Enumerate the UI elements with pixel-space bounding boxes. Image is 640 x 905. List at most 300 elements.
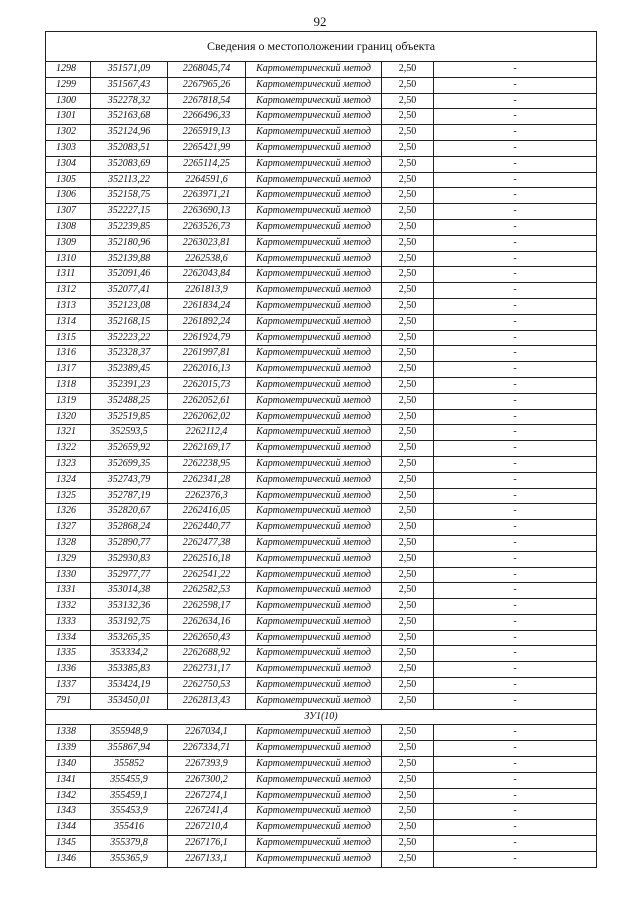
table-row <box>46 93 597 109</box>
description-cell: - <box>434 820 597 836</box>
point-number-cell: 1307 <box>46 204 91 220</box>
method-cell: Картометрический метод <box>246 425 382 441</box>
coordinate-x-cell: 355948,9 <box>91 725 168 741</box>
table-row <box>46 140 597 156</box>
description-cell: - <box>434 140 597 156</box>
table-row <box>46 504 597 520</box>
point-number-cell: 1326 <box>46 504 91 520</box>
description-cell: - <box>434 109 597 125</box>
accuracy-cell: 2,50 <box>382 109 434 125</box>
coordinate-x-cell: 352820,67 <box>91 504 168 520</box>
coordinate-y-cell: 2262813,43 <box>168 693 246 709</box>
description-cell: - <box>434 788 597 804</box>
table-row <box>46 472 597 488</box>
point-number-cell: 1298 <box>46 62 91 78</box>
coordinate-y-cell: 2262238,95 <box>168 456 246 472</box>
coordinate-x-cell: 355852 <box>91 757 168 773</box>
coordinate-x-cell: 353334,2 <box>91 646 168 662</box>
accuracy-cell: 2,50 <box>382 646 434 662</box>
coordinate-y-cell: 2262750,53 <box>168 678 246 694</box>
table-row <box>46 441 597 457</box>
point-number-cell: 1308 <box>46 219 91 235</box>
coordinate-y-cell: 2267241,4 <box>168 804 246 820</box>
table-row <box>46 330 597 346</box>
description-cell: - <box>434 425 597 441</box>
description-cell: - <box>434 204 597 220</box>
coordinate-x-cell: 352787,19 <box>91 488 168 504</box>
coordinate-y-cell: 2262440,77 <box>168 520 246 536</box>
coordinate-y-cell: 2267300,2 <box>168 772 246 788</box>
coordinate-x-cell: 352519,85 <box>91 409 168 425</box>
table-row <box>46 125 597 141</box>
point-number-cell: 1320 <box>46 409 91 425</box>
description-cell: - <box>434 472 597 488</box>
method-cell: Картометрический метод <box>246 614 382 630</box>
coordinate-x-cell: 352890,77 <box>91 535 168 551</box>
method-cell: Картометрический метод <box>246 219 382 235</box>
table-row <box>46 820 597 836</box>
description-cell: - <box>434 456 597 472</box>
table-row <box>46 567 597 583</box>
coordinate-y-cell: 2261924,79 <box>168 330 246 346</box>
point-number-cell: 1345 <box>46 836 91 852</box>
accuracy-cell: 2,50 <box>382 409 434 425</box>
method-cell: Картометрический метод <box>246 362 382 378</box>
coordinate-y-cell: 2262062,02 <box>168 409 246 425</box>
accuracy-cell: 2,50 <box>382 62 434 78</box>
coordinate-y-cell: 2262731,17 <box>168 662 246 678</box>
accuracy-cell: 2,50 <box>382 820 434 836</box>
table-row <box>46 535 597 551</box>
coordinate-x-cell: 352077,41 <box>91 283 168 299</box>
description-cell: - <box>434 283 597 299</box>
accuracy-cell: 2,50 <box>382 456 434 472</box>
method-cell: Картометрический метод <box>246 567 382 583</box>
accuracy-cell: 2,50 <box>382 188 434 204</box>
point-number-cell: 1336 <box>46 662 91 678</box>
coordinate-y-cell: 2267334,71 <box>168 741 246 757</box>
method-cell: Картометрический метод <box>246 314 382 330</box>
method-cell: Картометрический метод <box>246 741 382 757</box>
point-number-cell: 1338 <box>46 725 91 741</box>
coordinate-x-cell: 352113,22 <box>91 172 168 188</box>
accuracy-cell: 2,50 <box>382 393 434 409</box>
table-row <box>46 188 597 204</box>
coordinate-y-cell: 2262477,38 <box>168 535 246 551</box>
accuracy-cell: 2,50 <box>382 346 434 362</box>
point-number-cell: 1344 <box>46 820 91 836</box>
coordinate-y-cell: 2261813,9 <box>168 283 246 299</box>
coordinate-x-cell: 352223,22 <box>91 330 168 346</box>
accuracy-cell: 2,50 <box>382 156 434 172</box>
coordinate-x-cell: 355455,9 <box>91 772 168 788</box>
point-number-cell: 1313 <box>46 298 91 314</box>
table-row <box>46 741 597 757</box>
method-cell: Картометрический метод <box>246 109 382 125</box>
point-number-cell: 1324 <box>46 472 91 488</box>
coordinate-y-cell: 2262015,73 <box>168 377 246 393</box>
method-cell: Картометрический метод <box>246 630 382 646</box>
boundary-table-sheet <box>45 31 596 868</box>
section-label: ЗУ1(10) <box>46 709 597 725</box>
table-row <box>46 156 597 172</box>
method-cell: Картометрический метод <box>246 377 382 393</box>
coordinate-x-cell: 352091,46 <box>91 267 168 283</box>
table-row <box>46 267 597 283</box>
accuracy-cell: 2,50 <box>382 836 434 852</box>
method-cell: Картометрический метод <box>246 251 382 267</box>
description-cell: - <box>434 219 597 235</box>
coordinate-y-cell: 2267393,9 <box>168 757 246 773</box>
coordinate-y-cell: 2261997,81 <box>168 346 246 362</box>
coordinate-y-cell: 2265919,13 <box>168 125 246 141</box>
coordinate-x-cell: 353385,83 <box>91 662 168 678</box>
description-cell: - <box>434 298 597 314</box>
method-cell: Картометрический метод <box>246 551 382 567</box>
accuracy-cell: 2,50 <box>382 362 434 378</box>
table-row <box>46 283 597 299</box>
description-cell: - <box>434 362 597 378</box>
point-number-cell: 1330 <box>46 567 91 583</box>
table-row <box>46 456 597 472</box>
table-row <box>46 172 597 188</box>
point-number-cell: 1310 <box>46 251 91 267</box>
description-cell: - <box>434 314 597 330</box>
description-cell: - <box>434 725 597 741</box>
coordinate-y-cell: 2262052,61 <box>168 393 246 409</box>
table-row <box>46 520 597 536</box>
description-cell: - <box>434 172 597 188</box>
point-number-cell: 1316 <box>46 346 91 362</box>
accuracy-cell: 2,50 <box>382 788 434 804</box>
description-cell: - <box>434 504 597 520</box>
coordinate-y-cell: 2268045,74 <box>168 62 246 78</box>
coordinate-x-cell: 351567,43 <box>91 77 168 93</box>
description-cell: - <box>434 409 597 425</box>
description-cell: - <box>434 188 597 204</box>
accuracy-cell: 2,50 <box>382 693 434 709</box>
page-number: 92 <box>313 14 327 29</box>
description-cell: - <box>434 583 597 599</box>
description-cell: - <box>434 346 597 362</box>
coordinate-y-cell: 2262169,17 <box>168 441 246 457</box>
table-row <box>46 235 597 251</box>
table-row <box>46 630 597 646</box>
accuracy-cell: 2,50 <box>382 551 434 567</box>
accuracy-cell: 2,50 <box>382 77 434 93</box>
coordinate-x-cell: 351571,09 <box>91 62 168 78</box>
point-number-cell: 1305 <box>46 172 91 188</box>
accuracy-cell: 2,50 <box>382 614 434 630</box>
description-cell: - <box>434 851 597 867</box>
method-cell: Картометрический метод <box>246 267 382 283</box>
accuracy-cell: 2,50 <box>382 93 434 109</box>
point-number-cell: 1314 <box>46 314 91 330</box>
description-cell: - <box>434 599 597 615</box>
point-number-cell: 1315 <box>46 330 91 346</box>
coordinate-y-cell: 2262516,18 <box>168 551 246 567</box>
coordinate-y-cell: 2262016,13 <box>168 362 246 378</box>
coordinate-y-cell: 2266496,33 <box>168 109 246 125</box>
accuracy-cell: 2,50 <box>382 219 434 235</box>
table-row <box>46 62 597 78</box>
description-cell: - <box>434 614 597 630</box>
coordinate-x-cell: 353132,36 <box>91 599 168 615</box>
point-number-cell: 1340 <box>46 757 91 773</box>
accuracy-cell: 2,50 <box>382 488 434 504</box>
accuracy-cell: 2,50 <box>382 567 434 583</box>
table-row <box>46 851 597 867</box>
description-cell: - <box>434 62 597 78</box>
coordinate-x-cell: 352158,75 <box>91 188 168 204</box>
description-cell: - <box>434 251 597 267</box>
coordinate-y-cell: 2263023,81 <box>168 235 246 251</box>
description-cell: - <box>434 393 597 409</box>
table-row <box>46 314 597 330</box>
point-number-cell: 1300 <box>46 93 91 109</box>
description-cell: - <box>434 488 597 504</box>
method-cell: Картометрический метод <box>246 235 382 251</box>
table-title-row <box>46 32 597 62</box>
coordinate-x-cell: 352168,15 <box>91 314 168 330</box>
coordinate-x-cell: 352868,24 <box>91 520 168 536</box>
accuracy-cell: 2,50 <box>382 725 434 741</box>
description-cell: - <box>434 77 597 93</box>
method-cell: Картометрический метод <box>246 804 382 820</box>
point-number-cell: 1341 <box>46 772 91 788</box>
table-row <box>46 393 597 409</box>
coordinate-y-cell: 2263526,73 <box>168 219 246 235</box>
point-number-cell: 1343 <box>46 804 91 820</box>
description-cell: - <box>434 630 597 646</box>
coordinate-x-cell: 352389,45 <box>91 362 168 378</box>
method-cell: Картометрический метод <box>246 393 382 409</box>
coordinate-x-cell: 352659,92 <box>91 441 168 457</box>
coordinate-x-cell: 353265,35 <box>91 630 168 646</box>
coordinate-y-cell: 2262043,84 <box>168 267 246 283</box>
method-cell: Картометрический метод <box>246 535 382 551</box>
coordinate-y-cell: 2264591,6 <box>168 172 246 188</box>
coordinate-y-cell: 2262634,16 <box>168 614 246 630</box>
description-cell: - <box>434 535 597 551</box>
point-number-cell: 1319 <box>46 393 91 409</box>
accuracy-cell: 2,50 <box>382 504 434 520</box>
method-cell: Картометрический метод <box>246 725 382 741</box>
coordinate-x-cell: 352227,15 <box>91 204 168 220</box>
table-row <box>46 298 597 314</box>
table-row <box>46 725 597 741</box>
accuracy-cell: 2,50 <box>382 757 434 773</box>
coordinate-x-cell: 353450,01 <box>91 693 168 709</box>
method-cell: Картометрический метод <box>246 836 382 852</box>
method-cell: Картометрический метод <box>246 330 382 346</box>
coordinate-x-cell: 352163,68 <box>91 109 168 125</box>
accuracy-cell: 2,50 <box>382 314 434 330</box>
coordinate-y-cell: 2262541,22 <box>168 567 246 583</box>
accuracy-cell: 2,50 <box>382 125 434 141</box>
method-cell: Картометрический метод <box>246 172 382 188</box>
coordinate-y-cell: 2262416,05 <box>168 504 246 520</box>
description-cell: - <box>434 267 597 283</box>
boundary-coordinates-table <box>45 31 597 868</box>
table-row <box>46 551 597 567</box>
point-number-cell: 1333 <box>46 614 91 630</box>
description-cell: - <box>434 125 597 141</box>
description-cell: - <box>434 662 597 678</box>
coordinate-y-cell: 2267176,1 <box>168 836 246 852</box>
method-cell: Картометрический метод <box>246 693 382 709</box>
point-number-cell: 1321 <box>46 425 91 441</box>
description-cell: - <box>434 441 597 457</box>
table-row <box>46 219 597 235</box>
method-cell: Картометрический метод <box>246 662 382 678</box>
point-number-cell: 1312 <box>46 283 91 299</box>
coordinate-y-cell: 2263971,21 <box>168 188 246 204</box>
method-cell: Картометрический метод <box>246 441 382 457</box>
description-cell: - <box>434 93 597 109</box>
coordinate-x-cell: 353424,19 <box>91 678 168 694</box>
coordinate-x-cell: 352743,79 <box>91 472 168 488</box>
point-number-cell: 1335 <box>46 646 91 662</box>
method-cell: Картометрический метод <box>246 520 382 536</box>
point-number-cell: 1327 <box>46 520 91 536</box>
accuracy-cell: 2,50 <box>382 251 434 267</box>
coordinate-y-cell: 2262341,28 <box>168 472 246 488</box>
accuracy-cell: 2,50 <box>382 535 434 551</box>
table-row <box>46 757 597 773</box>
coordinate-y-cell: 2262582,53 <box>168 583 246 599</box>
table-row <box>46 599 597 615</box>
table-row <box>46 678 597 694</box>
coordinate-x-cell: 355453,9 <box>91 804 168 820</box>
table-row <box>46 583 597 599</box>
coordinate-x-cell: 352083,69 <box>91 156 168 172</box>
coordinate-x-cell: 352239,85 <box>91 219 168 235</box>
table-row <box>46 772 597 788</box>
point-number-cell: 1339 <box>46 741 91 757</box>
coordinate-y-cell: 2265421,99 <box>168 140 246 156</box>
description-cell: - <box>434 235 597 251</box>
coordinate-y-cell: 2267965,26 <box>168 77 246 93</box>
description-cell: - <box>434 741 597 757</box>
table-row <box>46 693 597 709</box>
coordinate-x-cell: 352488,25 <box>91 393 168 409</box>
coordinate-x-cell: 353192,75 <box>91 614 168 630</box>
method-cell: Картометрический метод <box>246 757 382 773</box>
method-cell: Картометрический метод <box>246 646 382 662</box>
description-cell: - <box>434 757 597 773</box>
coordinate-x-cell: 352328,37 <box>91 346 168 362</box>
coordinate-x-cell: 352124,96 <box>91 125 168 141</box>
accuracy-cell: 2,50 <box>382 425 434 441</box>
accuracy-cell: 2,50 <box>382 172 434 188</box>
accuracy-cell: 2,50 <box>382 520 434 536</box>
point-number-cell: 1325 <box>46 488 91 504</box>
accuracy-cell: 2,50 <box>382 441 434 457</box>
method-cell: Картометрический метод <box>246 283 382 299</box>
coordinate-y-cell: 2267274,1 <box>168 788 246 804</box>
accuracy-cell: 2,50 <box>382 583 434 599</box>
point-number-cell: 1311 <box>46 267 91 283</box>
coordinate-y-cell: 2262538,6 <box>168 251 246 267</box>
coordinate-x-cell: 352083,51 <box>91 140 168 156</box>
coordinate-y-cell: 2262598,17 <box>168 599 246 615</box>
method-cell: Картометрический метод <box>246 346 382 362</box>
table-row <box>46 409 597 425</box>
coordinate-y-cell: 2262650,43 <box>168 630 246 646</box>
table-row <box>46 77 597 93</box>
method-cell: Картометрический метод <box>246 472 382 488</box>
accuracy-cell: 2,50 <box>382 472 434 488</box>
description-cell: - <box>434 567 597 583</box>
point-number-cell: 1318 <box>46 377 91 393</box>
section-row <box>46 709 597 725</box>
coordinate-x-cell: 355365,9 <box>91 851 168 867</box>
accuracy-cell: 2,50 <box>382 140 434 156</box>
description-cell: - <box>434 377 597 393</box>
description-cell: - <box>434 836 597 852</box>
point-number-cell: 1301 <box>46 109 91 125</box>
accuracy-cell: 2,50 <box>382 330 434 346</box>
method-cell: Картометрический метод <box>246 583 382 599</box>
coordinate-x-cell: 355416 <box>91 820 168 836</box>
point-number-cell: 1306 <box>46 188 91 204</box>
description-cell: - <box>434 520 597 536</box>
point-number-cell: 1328 <box>46 535 91 551</box>
description-cell: - <box>434 804 597 820</box>
point-number-cell: 1346 <box>46 851 91 867</box>
description-cell: - <box>434 330 597 346</box>
coordinate-x-cell: 352391,23 <box>91 377 168 393</box>
coordinate-y-cell: 2267210,4 <box>168 820 246 836</box>
table-row <box>46 425 597 441</box>
coordinate-x-cell: 352278,32 <box>91 93 168 109</box>
description-cell: - <box>434 772 597 788</box>
coordinate-x-cell: 352139,88 <box>91 251 168 267</box>
coordinate-y-cell: 2263690,13 <box>168 204 246 220</box>
accuracy-cell: 2,50 <box>382 377 434 393</box>
table-row <box>46 804 597 820</box>
coordinate-x-cell: 355459,1 <box>91 788 168 804</box>
coordinate-y-cell: 2262688,92 <box>168 646 246 662</box>
coordinate-x-cell: 355379,8 <box>91 836 168 852</box>
table-row <box>46 362 597 378</box>
table-row <box>46 204 597 220</box>
description-cell: - <box>434 551 597 567</box>
accuracy-cell: 2,50 <box>382 283 434 299</box>
coordinate-y-cell: 2267034,1 <box>168 725 246 741</box>
coordinate-x-cell: 352123,08 <box>91 298 168 314</box>
coordinate-x-cell: 352930,83 <box>91 551 168 567</box>
method-cell: Картометрический метод <box>246 488 382 504</box>
accuracy-cell: 2,50 <box>382 662 434 678</box>
method-cell: Картометрический метод <box>246 156 382 172</box>
accuracy-cell: 2,50 <box>382 204 434 220</box>
table-row <box>46 109 597 125</box>
accuracy-cell: 2,50 <box>382 851 434 867</box>
coordinate-y-cell: 2267818,54 <box>168 93 246 109</box>
coordinate-x-cell: 353014,38 <box>91 583 168 599</box>
table-row <box>46 251 597 267</box>
description-cell: - <box>434 678 597 694</box>
method-cell: Картометрический метод <box>246 599 382 615</box>
method-cell: Картометрический метод <box>246 772 382 788</box>
accuracy-cell: 2,50 <box>382 267 434 283</box>
method-cell: Картометрический метод <box>246 204 382 220</box>
method-cell: Картометрический метод <box>246 93 382 109</box>
accuracy-cell: 2,50 <box>382 741 434 757</box>
accuracy-cell: 2,50 <box>382 678 434 694</box>
